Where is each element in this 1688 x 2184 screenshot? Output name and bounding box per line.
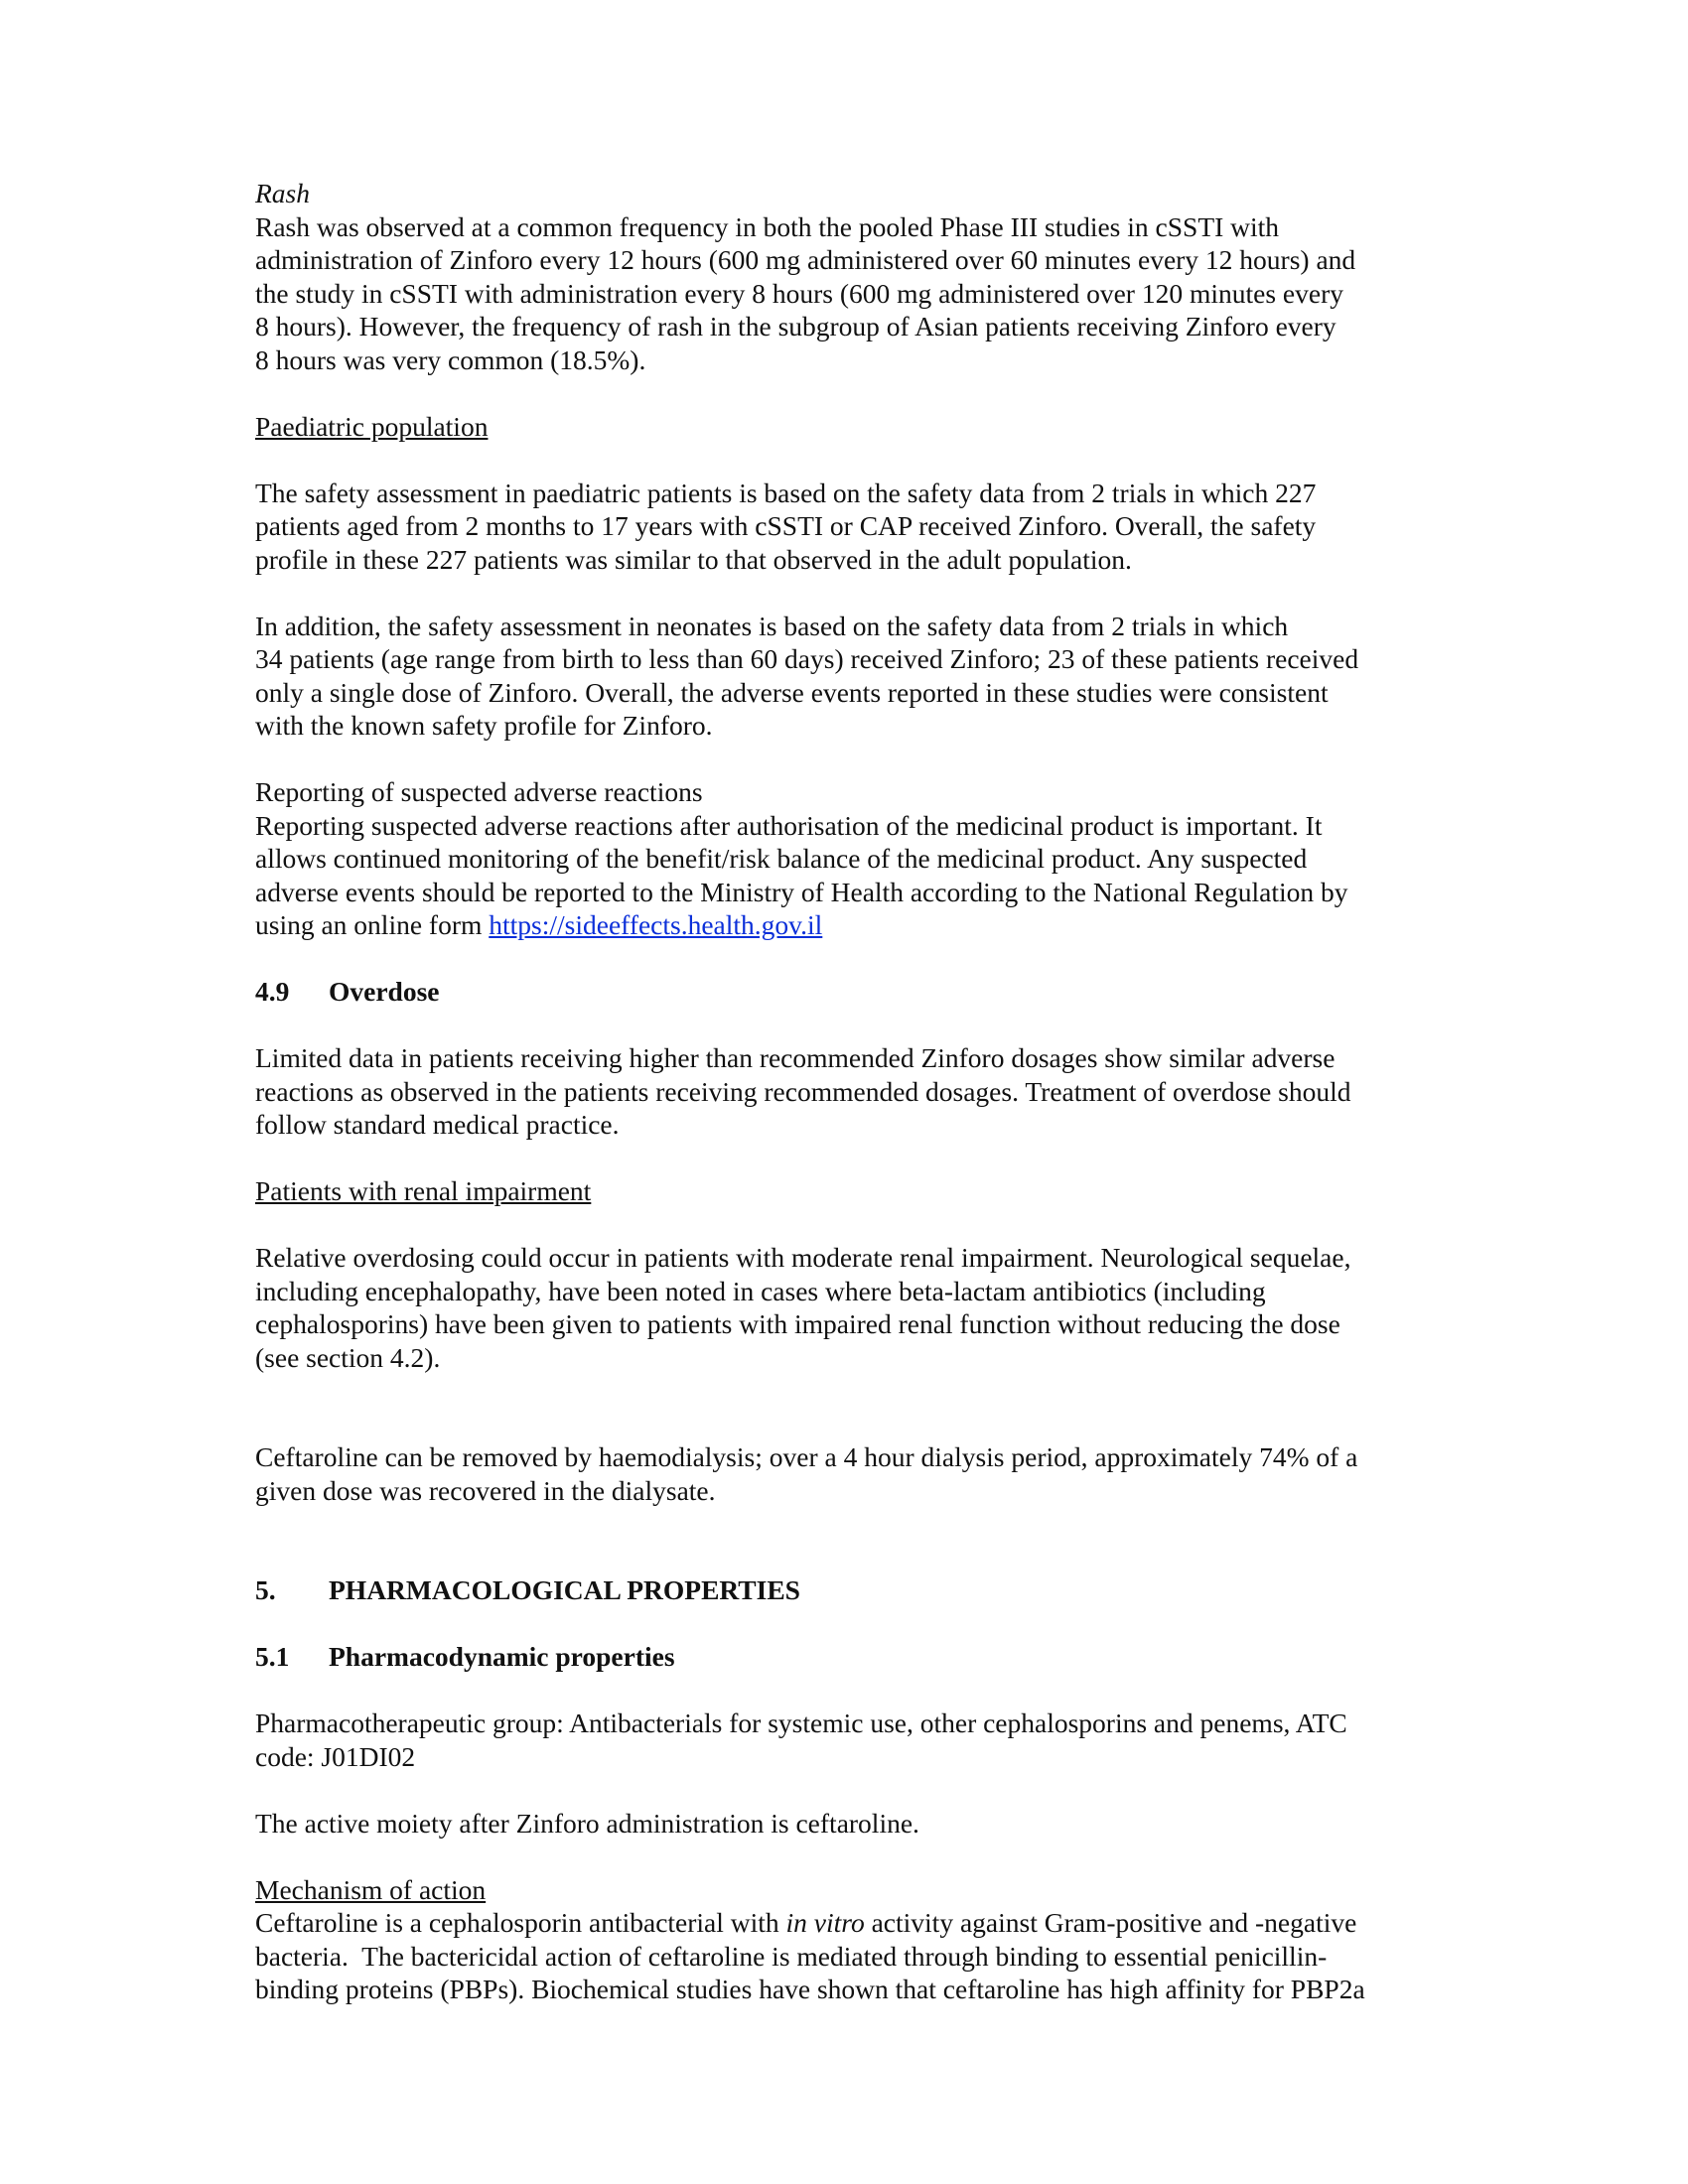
mechanism-line-1-prefix: Ceftaroline is a cephalosporin antibacterial with: [255, 1907, 786, 1938]
active-moiety-line: The active moiety after Zinforo administration is ceftaroline.: [255, 1807, 919, 1839]
mechanism-line-1-suffix: activity against Gram-positive and -negative: [864, 1907, 1357, 1938]
document-page: [255, 177, 1447, 2006]
paediatric-p2-line-1: In addition, the safety assessment in neonates is based on the safety data from 2 trials in which: [255, 610, 1289, 641]
overdose-line-1: Limited data in patients receiving higher than recommended Zinforo dosages show similar adverse: [255, 1042, 1336, 1073]
rash-line-2: administration of Zinforo every 12 hours (600 mg administered over 60 minutes every 12 hours) and: [255, 244, 1356, 275]
reporting-line-2: allows continued monitoring of the benefit/risk balance of the medicinal product. Any suspected: [255, 843, 1308, 874]
paediatric-p1-line-3: profile in these 227 patients was similar to that observed in the adult population.: [255, 543, 1132, 575]
overdose-title: Overdose: [329, 976, 440, 1007]
reporting-link-prefix: using an online form: [255, 909, 490, 940]
overdose-number: 4.9: [255, 976, 290, 1007]
side-effects-link[interactable]: https://sideeffects.health.gov.il: [489, 909, 823, 940]
paediatric-p2-line-2: 34 patients (age range from birth to less than 60 days) received Zinforo; 23 of these patients received: [255, 643, 1359, 674]
mechanism-heading: Mechanism of action: [255, 1873, 487, 1905]
rash-line-4: 8 hours). However, the frequency of rash in the subgroup of Asian patients receiving Zinforo every: [255, 311, 1336, 341]
section-5-title: PHARMACOLOGICAL PROPERTIES: [329, 1574, 800, 1605]
renal-p1-line-4: (see section 4.2).: [255, 1341, 441, 1373]
paediatric-p1-line-2: patients aged from 2 months to 17 years with cSSTI or CAP received Zinforo. Overall, the safety: [255, 510, 1317, 541]
rash-line-3: the study in cSSTI with administration every 8 hours (600 mg administered over 120 minutes every: [255, 277, 1343, 309]
section-5-number: 5.: [255, 1574, 276, 1605]
overdose-line-2: reactions as observed in the patients receiving recommended dosages. Treatment of overdose should: [255, 1075, 1351, 1107]
renal-p2-line-2: given dose was recovered in the dialysate.: [255, 1474, 716, 1506]
renal-p1-line-1: Relative overdosing could occur in patients with moderate renal impairment. Neurological sequelae,: [255, 1242, 1351, 1273]
pharmaco-group-line-2: code: J01DI02: [255, 1740, 416, 1772]
section-5-1-title: Pharmacodynamic properties: [329, 1641, 675, 1672]
overdose-line-3: follow standard medical practice.: [255, 1109, 620, 1140]
reporting-line-1: Reporting suspected adverse reactions after authorisation of the medicinal product is important. It: [255, 809, 1323, 841]
renal-p1-line-2: including encephalopathy, have been noted in cases where beta-lactam antibiotics (including: [255, 1275, 1266, 1306]
section-5-1-heading: [255, 1640, 1447, 1674]
paediatric-p2-line-3: only a single dose of Zinforo. Overall, the adverse events reported in these studies were consistent: [255, 676, 1329, 708]
reporting-heading: Reporting of suspected adverse reactions: [255, 776, 703, 807]
paediatric-p1-line-1: The safety assessment in paediatric patients is based on the safety data from 2 trials in which 227: [255, 477, 1317, 508]
rash-line-5: 8 hours was very common (18.5%).: [255, 343, 646, 375]
mechanism-line-1: [255, 1906, 1447, 1940]
renal-heading: Patients with renal impairment: [255, 1175, 592, 1206]
mechanism-line-3: binding proteins (PBPs). Biochemical studies have shown that ceftaroline has high affinity for PBP2a: [255, 1974, 1365, 2004]
rash-line-1: Rash was observed at a common frequency in both the pooled Phase III studies in cSSTI with: [255, 210, 1280, 242]
pharmaco-group-line-1: Pharmacotherapeutic group: Antibacterials for systemic use, other cephalosporins and penems, ATC: [255, 1707, 1347, 1738]
paediatric-p2-line-4: with the known safety profile for Zinforo.: [255, 710, 713, 741]
section-5-heading: [255, 1573, 1447, 1607]
rash-heading: Rash: [255, 178, 310, 208]
reporting-line-3: adverse events should be reported to the Ministry of Health according to the National Regulation by: [255, 876, 1348, 907]
overdose-heading: [255, 975, 1447, 1009]
paediatric-heading: Paediatric population: [255, 410, 489, 442]
renal-p2-line-1: Ceftaroline can be removed by haemodialysis; over a 4 hour dialysis period, approximately 74% of a: [255, 1441, 1358, 1472]
renal-p1-line-3: cephalosporins) have been given to patients with impaired renal function without reducing the dose: [255, 1308, 1340, 1339]
section-5-1-number: 5.1: [255, 1641, 290, 1672]
mechanism-line-2: bacteria. The bactericidal action of ceftaroline is mediated through binding to essential penicillin-: [255, 1940, 1328, 1972]
in-vitro-term: in vitro: [785, 1907, 865, 1938]
reporting-line-4: [255, 908, 1447, 942]
